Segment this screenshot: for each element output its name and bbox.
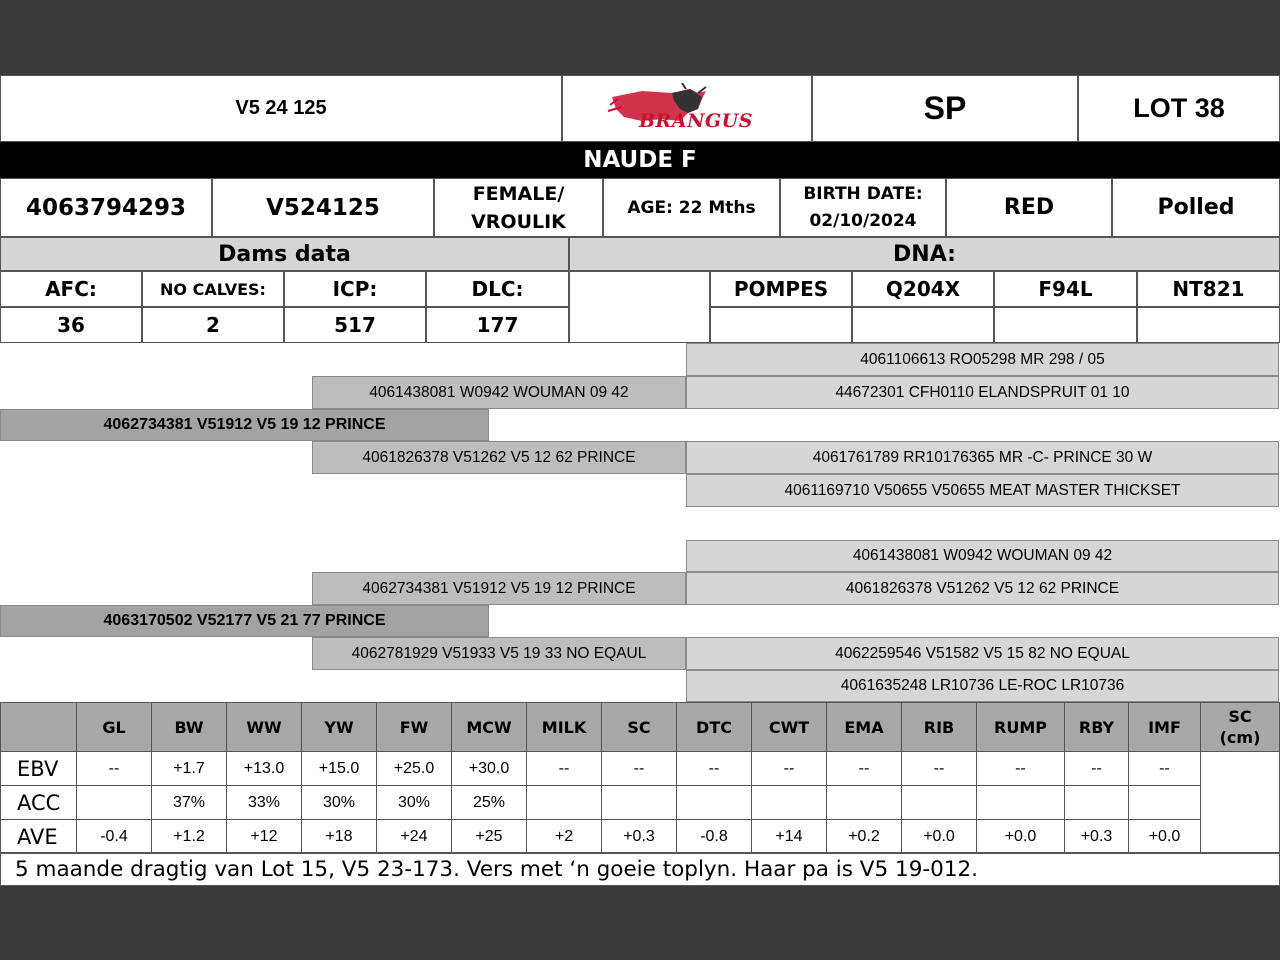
pedigree-dam-sire-dam: 4061826378 V51262 V5 12 62 PRINCE bbox=[686, 572, 1279, 605]
pedigree-dam-dam-sire: 4062259546 V51582 V5 15 82 NO EQUAL bbox=[686, 637, 1279, 670]
ebv-col-header: FW bbox=[377, 703, 452, 752]
pedigree-dam-sire-sire: 4061438081 W0942 WOUMAN 09 42 bbox=[686, 540, 1279, 572]
horn-status: Polled bbox=[1112, 178, 1280, 237]
pedigree-dam: 4063170502 V52177 V5 21 77 PRINCE bbox=[0, 605, 489, 637]
ebv-header-row bbox=[1, 703, 1280, 752]
ebv-col-header-sc-cm: SC (cm) bbox=[1201, 703, 1280, 752]
pedigree-dam-sire: 4062734381 V51912 V5 19 12 PRINCE bbox=[312, 572, 686, 605]
afc-label: AFC: bbox=[0, 271, 142, 307]
pedigree-dam-dam-dam: 4061635248 LR10736 LE-ROC LR10736 bbox=[686, 670, 1279, 702]
ebv-col-header: MILK bbox=[527, 703, 602, 752]
ebv-col-header: RBY bbox=[1065, 703, 1129, 752]
ebv-cell: -- bbox=[752, 752, 827, 786]
ebv-cell: -- bbox=[677, 752, 752, 786]
dna-nt821-value bbox=[1137, 307, 1280, 343]
ave-cell: +2 bbox=[527, 820, 602, 854]
acc-cell: 30% bbox=[377, 786, 452, 820]
ebv-col-header: MCW bbox=[452, 703, 527, 752]
acc-cell: 37% bbox=[152, 786, 227, 820]
ebv-cell: -- bbox=[977, 752, 1065, 786]
acc-cell: 30% bbox=[302, 786, 377, 820]
ebv-col-header: EMA bbox=[827, 703, 902, 752]
icp-value: 517 bbox=[284, 307, 426, 343]
ave-cell: +1.2 bbox=[152, 820, 227, 854]
ebv-col-header: SC bbox=[602, 703, 677, 752]
pedigree-sire-sire-dam: 44672301 CFH0110 ELANDSPRUIT 01 10 bbox=[686, 376, 1279, 409]
no-calves-value: 2 bbox=[142, 307, 284, 343]
ebv-cell: +25.0 bbox=[377, 752, 452, 786]
acc-cell bbox=[527, 786, 602, 820]
no-calves-label: NO CALVES: bbox=[142, 271, 284, 307]
dna-q204x-label: Q204X bbox=[852, 271, 994, 307]
acc-cell bbox=[77, 786, 152, 820]
dna-pompes-value bbox=[710, 307, 852, 343]
sex: FEMALE/ VROULIK bbox=[434, 178, 603, 237]
ebv-cell: -- bbox=[527, 752, 602, 786]
ave-cell: +0.0 bbox=[977, 820, 1065, 854]
dna-blank-cell bbox=[569, 271, 710, 343]
ebv-cell: +13.0 bbox=[227, 752, 302, 786]
acc-row-label: ACC bbox=[1, 786, 77, 820]
acc-row bbox=[1, 786, 1280, 820]
age: AGE: 22 Mths bbox=[603, 178, 780, 237]
ebv-col-header: IMF bbox=[1129, 703, 1201, 752]
acc-cell bbox=[752, 786, 827, 820]
lot-sheet bbox=[0, 75, 1280, 886]
pedigree-sire: 4062734381 V51912 V5 19 12 PRINCE bbox=[0, 409, 489, 441]
pedigree-sire-dam: 4061826378 V51262 V5 12 62 PRINCE bbox=[312, 441, 686, 474]
ebv-cell: +15.0 bbox=[302, 752, 377, 786]
acc-cell: 25% bbox=[452, 786, 527, 820]
pedigree-sire-dam-dam: 4061169710 V50655 V50655 MEAT MASTER THICKSET bbox=[686, 474, 1279, 507]
lot-number: LOT 38 bbox=[1078, 75, 1280, 142]
pedigree-sire-sire: 4061438081 W0942 WOUMAN 09 42 bbox=[312, 376, 686, 409]
ebv-col-header: WW bbox=[227, 703, 302, 752]
ave-cell: +0.0 bbox=[1129, 820, 1201, 854]
acc-cell bbox=[977, 786, 1065, 820]
ave-cell: +0.3 bbox=[602, 820, 677, 854]
ave-cell: +25 bbox=[452, 820, 527, 854]
brangus-logo bbox=[562, 75, 812, 142]
ebv-col-header: RUMP bbox=[977, 703, 1065, 752]
ave-cell: -0.8 bbox=[677, 820, 752, 854]
ebv-corner-cell bbox=[1, 703, 77, 752]
acc-cell bbox=[827, 786, 902, 820]
ebv-row bbox=[1, 752, 1280, 786]
acc-cell bbox=[1129, 786, 1201, 820]
ebv-col-header: GL bbox=[77, 703, 152, 752]
pedigree-dam-dam: 4062781929 V51933 V5 19 33 NO EQAUL bbox=[312, 637, 686, 670]
ebv-cell: +30.0 bbox=[452, 752, 527, 786]
ebv-row-label: EBV bbox=[1, 752, 77, 786]
animal-tag: V524125 bbox=[212, 178, 434, 237]
icp-label: ICP: bbox=[284, 271, 426, 307]
dlc-label: DLC: bbox=[426, 271, 569, 307]
ave-cell: +14 bbox=[752, 820, 827, 854]
ebv-col-header: CWT bbox=[752, 703, 827, 752]
dna-pompes-label: POMPES bbox=[710, 271, 852, 307]
ave-cell: +18 bbox=[302, 820, 377, 854]
ebv-col-header: BW bbox=[152, 703, 227, 752]
comment-note: 5 maande dragtig van Lot 15, V5 23-173. Vers met ‘n goeie toplyn. Haar pa is V5 19-012. bbox=[0, 852, 1280, 886]
dlc-value: 177 bbox=[426, 307, 569, 343]
logo-text: BRANGUS bbox=[639, 110, 753, 132]
ebv-cell: -- bbox=[602, 752, 677, 786]
ave-cell: +12 bbox=[227, 820, 302, 854]
ave-cell: +0.0 bbox=[902, 820, 977, 854]
ebv-cell: -- bbox=[1065, 752, 1129, 786]
afc-value: 36 bbox=[0, 307, 142, 343]
acc-cell bbox=[902, 786, 977, 820]
ebv-col-header: YW bbox=[302, 703, 377, 752]
ave-row-label: AVE bbox=[1, 820, 77, 854]
pedigree-sire-dam-sire: 4061761789 RR10176365 MR -C- PRINCE 30 W bbox=[686, 441, 1279, 474]
ebv-cell: -- bbox=[1129, 752, 1201, 786]
animal-name: NAUDE F bbox=[0, 142, 1280, 178]
pedigree-sire-sire-sire: 4061106613 RO05298 MR 298 / 05 bbox=[686, 343, 1279, 376]
sc-cm-value bbox=[1201, 752, 1280, 854]
ebv-cell: +1.7 bbox=[152, 752, 227, 786]
ave-cell: -0.4 bbox=[77, 820, 152, 854]
registration-number: 4063794293 bbox=[0, 178, 212, 237]
id-code: V5 24 125 bbox=[0, 75, 562, 142]
ave-row bbox=[1, 820, 1280, 854]
dna-title: DNA: bbox=[569, 237, 1280, 271]
dna-f94l-value bbox=[994, 307, 1137, 343]
sp-label: SP bbox=[812, 75, 1078, 142]
ave-cell: +24 bbox=[377, 820, 452, 854]
ave-cell: +0.2 bbox=[827, 820, 902, 854]
ebv-col-header: RIB bbox=[902, 703, 977, 752]
ebv-table bbox=[0, 702, 1280, 854]
ebv-cell: -- bbox=[77, 752, 152, 786]
colour: RED bbox=[946, 178, 1112, 237]
dna-f94l-label: F94L bbox=[994, 271, 1137, 307]
dams-data-title: Dams data bbox=[0, 237, 569, 271]
birth-date: BIRTH DATE: 02/10/2024 bbox=[780, 178, 946, 237]
ave-cell: +0.3 bbox=[1065, 820, 1129, 854]
acc-cell bbox=[1065, 786, 1129, 820]
dna-nt821-label: NT821 bbox=[1137, 271, 1280, 307]
ebv-cell: -- bbox=[902, 752, 977, 786]
ebv-col-header: DTC bbox=[677, 703, 752, 752]
acc-cell bbox=[677, 786, 752, 820]
ebv-cell: -- bbox=[827, 752, 902, 786]
acc-cell: 33% bbox=[227, 786, 302, 820]
acc-cell bbox=[602, 786, 677, 820]
dna-q204x-value bbox=[852, 307, 994, 343]
